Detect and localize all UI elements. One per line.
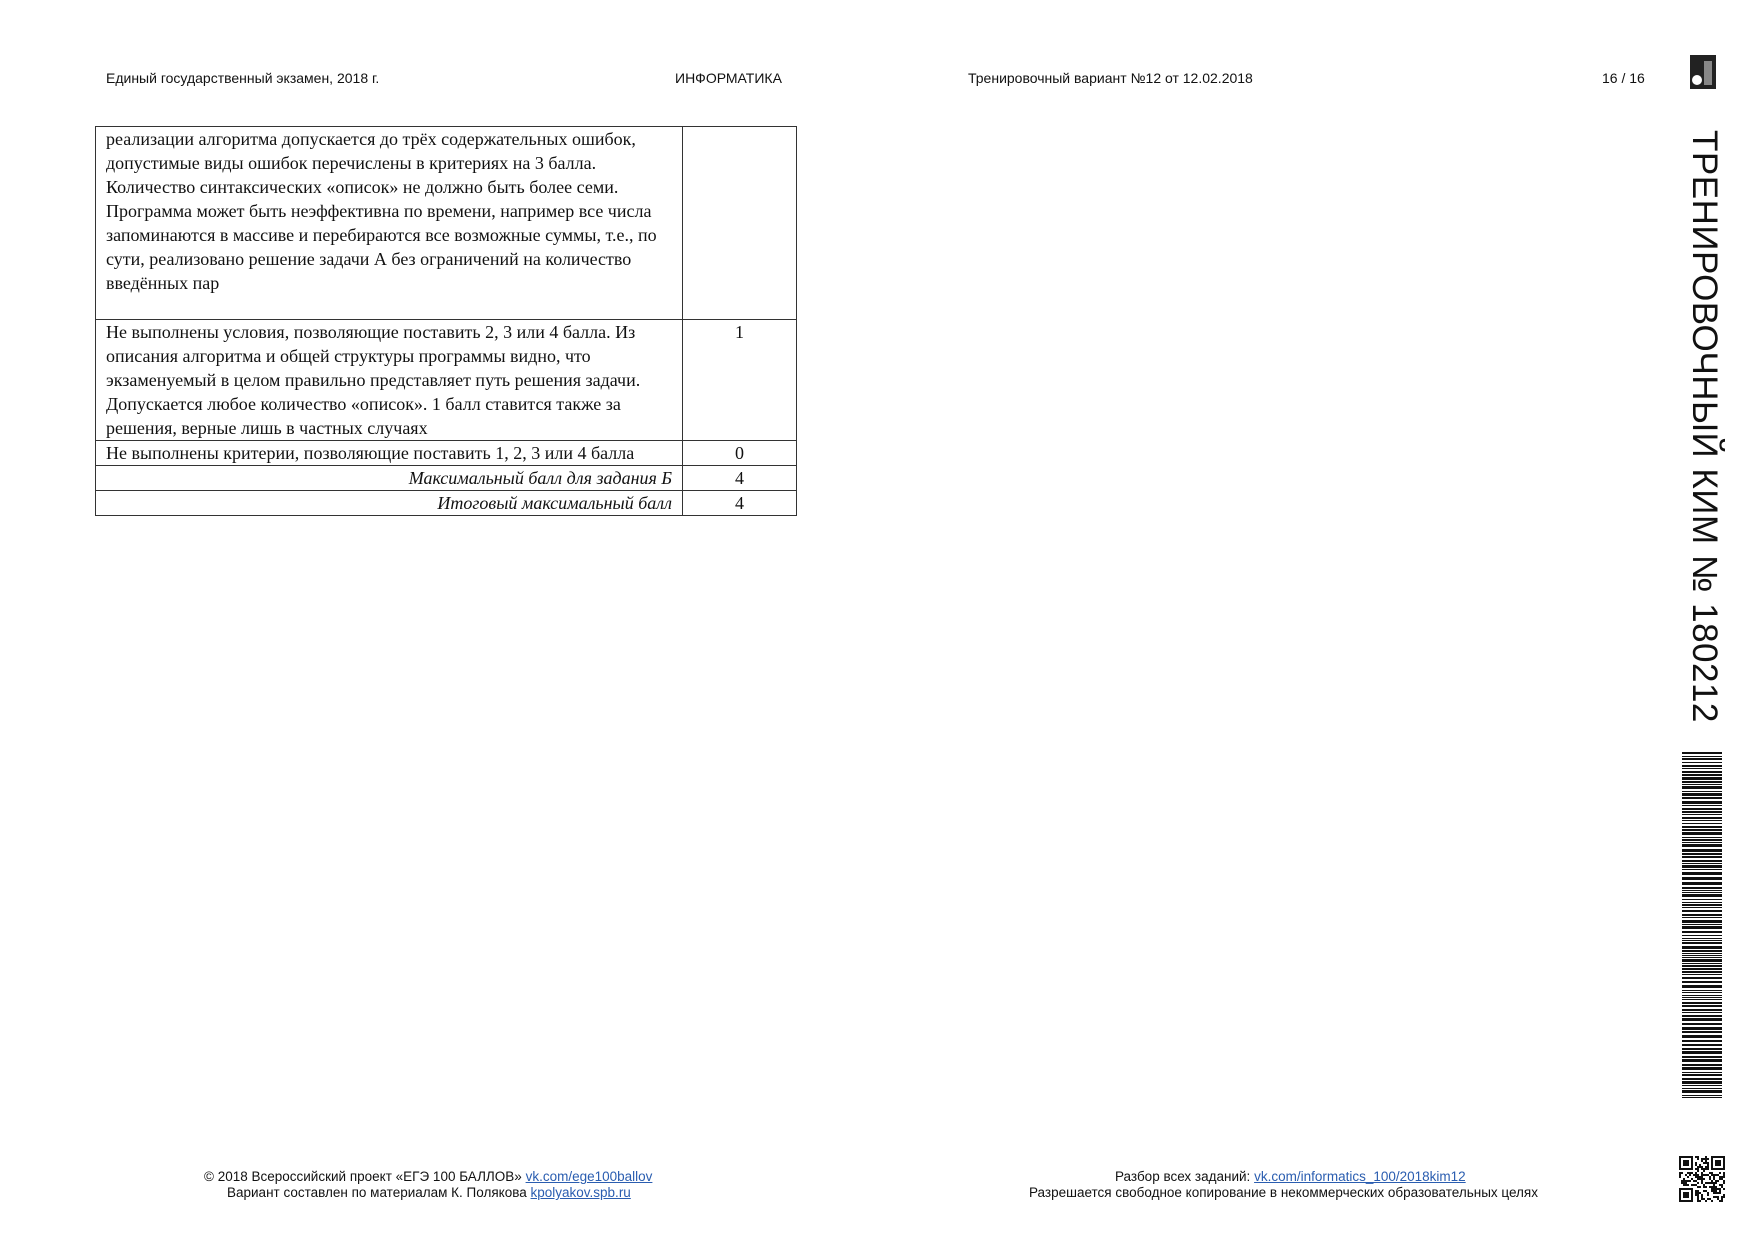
header-subject: ИНФОРМАТИКА bbox=[675, 70, 782, 86]
max-score-b-value: 4 bbox=[683, 466, 797, 491]
header-exam-title: Единый государственный экзамен, 2018 г. bbox=[106, 70, 380, 86]
criterion-description: Не выполнены критерии, позволяющие поставить 1, 2, 3 или 4 балла bbox=[96, 441, 683, 466]
footer-polyakov-link[interactable]: kpolyakov.spb.ru bbox=[530, 1185, 631, 1200]
footer-analysis-text: Разбор всех заданий: bbox=[1115, 1169, 1251, 1184]
header-page-number: 16 / 16 bbox=[1602, 70, 1645, 86]
footer-analysis-link[interactable]: vk.com/informatics_100/2018kim12 bbox=[1254, 1169, 1466, 1184]
logo-icon bbox=[1690, 55, 1716, 89]
table-row bbox=[96, 441, 797, 466]
table-row bbox=[96, 127, 797, 320]
max-score-b-label: Максимальный балл для задания Б bbox=[96, 466, 683, 491]
footer-vk-link[interactable]: vk.com/ege100ballov bbox=[525, 1169, 653, 1184]
criterion-score: 1 bbox=[683, 320, 797, 441]
criterion-score: 0 bbox=[683, 441, 797, 466]
footer-source-text: Вариант составлен по материалам К. Полякова bbox=[227, 1185, 527, 1200]
criterion-description: Не выполнены условия, позволяющие поставить 2, 3 или 4 балла. Из описания алгоритма и общей структуры программы видно, что экзаменуемый в целом правильно представляет путь решения задачи. Допускается любое количество «описок». 1 балл ставится также за решения, верные лишь в частных случаях bbox=[96, 320, 683, 441]
footer-source bbox=[227, 1184, 631, 1201]
footer-copyright bbox=[204, 1168, 652, 1185]
header-variant: Тренировочный вариант №12 от 12.02.2018 bbox=[968, 70, 1253, 86]
footer-license: Разрешается свободное копирование в некоммерческих образовательных целях bbox=[1029, 1185, 1538, 1200]
criteria-table bbox=[95, 126, 797, 516]
criterion-description bbox=[96, 127, 683, 320]
footer-analysis bbox=[1115, 1168, 1466, 1185]
total-max-score-value: 4 bbox=[683, 491, 797, 516]
criterion-paragraph: реализации алгоритма допускается до трёх содержательных ошибок, допустимые виды ошибок перечислены в критериях на 3 балла. bbox=[106, 129, 636, 173]
barcode-icon bbox=[1682, 752, 1722, 1100]
side-title: ТРЕНИРОВОЧНЫЙ КИМ № 180212 bbox=[1685, 130, 1724, 723]
table-row bbox=[96, 320, 797, 441]
criterion-paragraph: Количество синтаксических «описок» не должно быть более семи. Программа может быть неэффективна по времени, например все числа запоминаются в массиве и перебираются все возможные суммы, т.е., по сути, реализовано решение задачи А без ограничений на количество введённых пар bbox=[106, 177, 657, 293]
table-row bbox=[96, 466, 797, 491]
table-row bbox=[96, 491, 797, 516]
qr-code-icon bbox=[1679, 1156, 1725, 1202]
footer-copyright-text: © 2018 Всероссийский проект «ЕГЭ 100 БАЛЛОВ» bbox=[204, 1169, 522, 1184]
total-max-score-label: Итоговый максимальный балл bbox=[96, 491, 683, 516]
criterion-score bbox=[683, 127, 797, 320]
